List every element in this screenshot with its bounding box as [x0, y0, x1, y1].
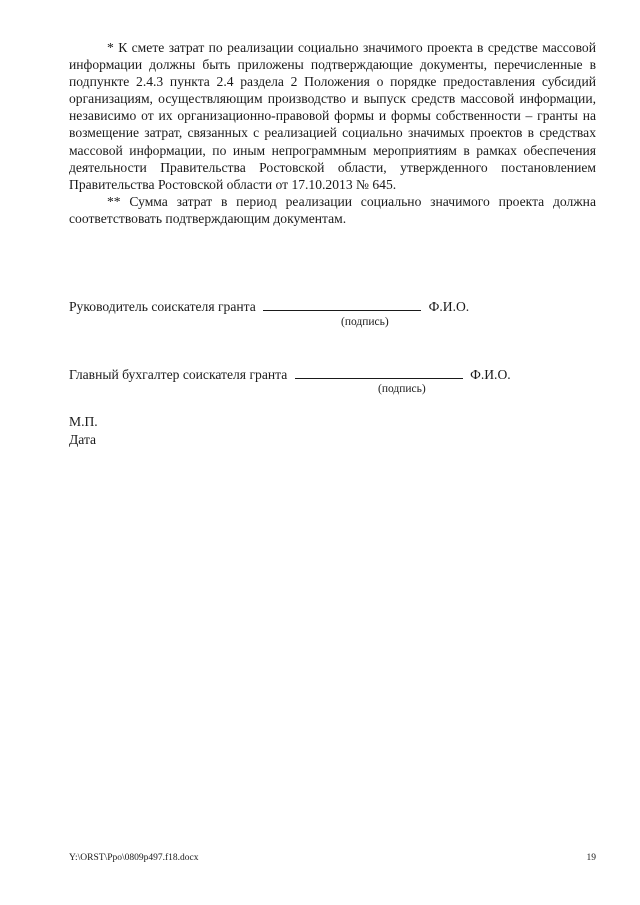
seal-label: М.П. [69, 414, 98, 429]
head-signature-blank [263, 298, 421, 311]
head-signature-caption: (подпись) [341, 316, 389, 328]
footer-file-path: Y:\ORST\Ppo\0809p497.f18.docx [69, 853, 199, 863]
head-signature-line [69, 298, 469, 315]
accountant-signature-name: Ф.И.О. [470, 367, 511, 382]
accountant-signature-label: Главный бухгалтер соискателя гранта [69, 367, 288, 382]
accountant-signature-caption: (подпись) [378, 383, 426, 395]
head-signature-name: Ф.И.О. [428, 299, 470, 314]
footnote-1: * К смете затрат по реализации социально значимого проекта в средстве массовой информации должны быть приложены подтверждающие документы, перечисленные в подпункте 2.4.3 пункта 2.4 раздела 2 Положения о порядке предоставления субсидий организациям, осуществляющим производство и выпуск средств массовой информации, независимо от их организационно-правовой формы и формы собственности – гранты на возмещение затрат, связанных с реализацией социально значимых проектов в средствах массовой информации, по иным непрограммным мероприятиям в рамках обеспечения деятельности Правительства Ростовской области, утвержденного постановлением Правительства Ростовской области от 17.10.2013 № 645. [69, 40, 596, 192]
date-label: Дата [69, 431, 97, 447]
footnotes-block [69, 39, 596, 227]
accountant-signature-line [69, 366, 511, 383]
stamp-block [69, 413, 98, 448]
accountant-signature-blank [295, 366, 463, 379]
footer-page-number: 19 [586, 853, 596, 863]
footnote-2: ** Сумма затрат в период реализации социально значимого проекта должна соответствовать подтверждающим документам. [69, 193, 596, 226]
head-signature-label: Руководитель соискателя гранта [69, 299, 256, 314]
